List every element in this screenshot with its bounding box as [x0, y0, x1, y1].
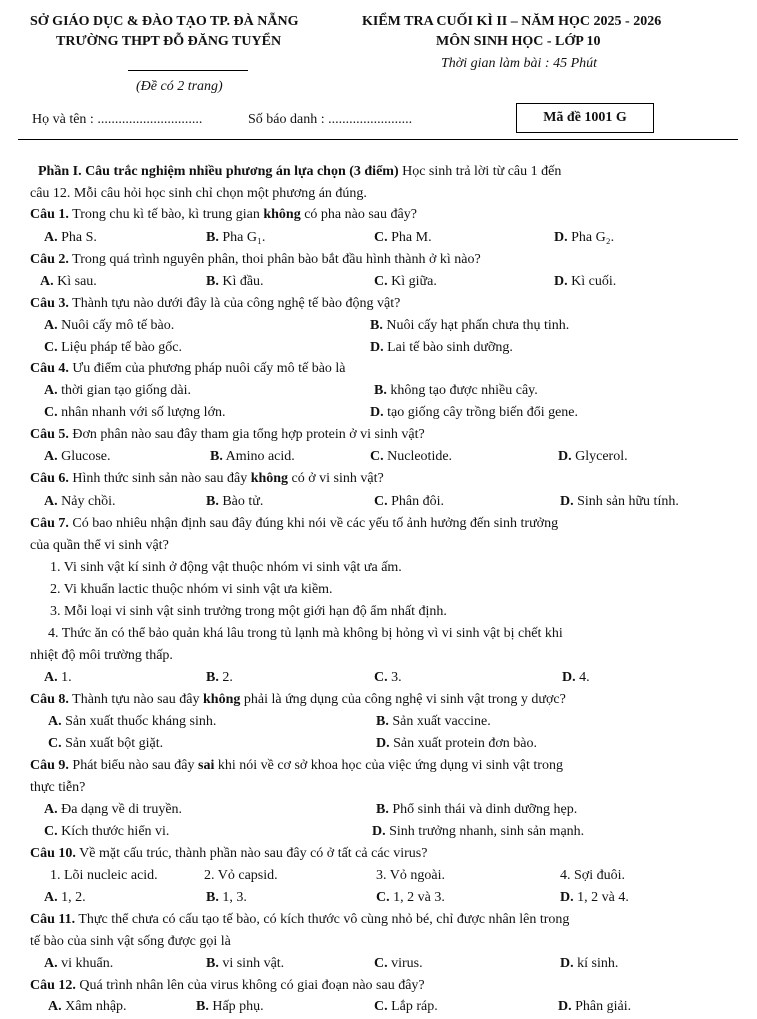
question-text: Thực thể chưa có cấu tạo tế bào, có kích thước vô cùng nhỏ bé, chỉ được nhân lên trong: [78, 912, 570, 927]
exam-code: Mã đề 1001 G: [543, 110, 627, 125]
exam-code-box: [516, 103, 654, 133]
id-field-label: Số báo danh : ........................: [248, 112, 413, 127]
option-letter: B.: [210, 449, 223, 464]
q11-option-b[interactable]: [206, 954, 284, 974]
option-text: Nảy chồi.: [61, 494, 116, 509]
option-letter: C.: [376, 890, 390, 905]
option-letter: B.: [376, 802, 389, 817]
option-letter: D.: [554, 274, 568, 289]
question-text: có pha nào sau đây?: [304, 207, 417, 222]
option-letter: A.: [44, 890, 58, 905]
option-text: 3.: [391, 670, 402, 685]
question-text: Trong quá trình nguyên phân, thoi phân bào bắt đầu hình thành ở kì nào?: [72, 252, 481, 267]
question-text: có ở vi sinh vật?: [291, 471, 384, 486]
q4-option-b[interactable]: [374, 381, 538, 401]
q5-option-c[interactable]: [370, 447, 452, 467]
option-text: virus.: [391, 956, 423, 971]
option-text: Kì sau.: [57, 274, 97, 289]
q7-statement-4-cont: nhiệt độ môi trường thấp.: [30, 648, 173, 663]
option-letter: C.: [374, 999, 388, 1014]
option-letter: A.: [44, 670, 58, 685]
option-text: 4.: [579, 670, 590, 685]
question-number: Câu 12.: [30, 978, 76, 993]
q7-statement-3: 3. Mỗi loại vi sinh vật sinh trưởng trong một giới hạn độ ẩm nhất định.: [50, 604, 447, 619]
option-letter: C.: [44, 340, 58, 355]
option-text: nhân nhanh với số lượng lớn.: [61, 405, 226, 420]
section-intro-cont: câu 12. Mỗi câu hỏi học sinh chỉ chọn một phương án đúng.: [30, 186, 367, 201]
option-text: Phân đôi.: [391, 494, 445, 509]
option-letter: C.: [44, 405, 58, 420]
question-number: Câu 6.: [30, 471, 69, 486]
q4-option-d[interactable]: [370, 403, 578, 423]
question-5: [30, 425, 425, 445]
q7-statement-4: 4. Thức ăn có thể bảo quản khá lâu trong tủ lạnh mà không bị hỏng vì vi sinh vật bị chết khi: [48, 626, 563, 641]
option-text: kí sinh.: [577, 956, 619, 971]
q9-option-c[interactable]: [44, 822, 169, 842]
option-letter: C.: [44, 824, 58, 839]
question-6: [30, 469, 384, 489]
option-text: Sinh sản hữu tính.: [577, 494, 679, 509]
question-7-cont: của quần thể vi sinh vật?: [30, 538, 169, 553]
q5-option-a[interactable]: [44, 447, 111, 467]
option-letter: B.: [206, 230, 219, 245]
question-text: Về mặt cấu trúc, thành phần nào sau đây có ở tất cả các virus?: [79, 846, 428, 861]
option-letter: D.: [558, 999, 572, 1014]
option-text: Bào tử.: [222, 494, 264, 509]
q11-option-c[interactable]: [374, 954, 423, 974]
option-text: Sản xuất vaccine.: [392, 714, 491, 729]
option-text: tạo giống cây trồng biến đổi gene.: [387, 405, 579, 420]
option-text: Hấp phụ.: [212, 999, 264, 1014]
q10-option-a[interactable]: [44, 888, 86, 908]
q7-option-a[interactable]: [44, 668, 72, 688]
school-name: TRƯỜNG THPT ĐỖ ĐĂNG TUYỂN: [56, 34, 282, 49]
option-letter: B.: [206, 956, 219, 971]
option-letter: A.: [44, 956, 58, 971]
question-number: Câu 9.: [30, 758, 69, 773]
option-letter: A.: [44, 318, 58, 333]
option-text: Liệu pháp tế bào gốc.: [61, 340, 183, 355]
q3-option-a[interactable]: [44, 316, 174, 336]
option-text: Pha M.: [391, 230, 432, 245]
q12-option-d[interactable]: [558, 997, 631, 1017]
q12-option-a[interactable]: [48, 997, 127, 1017]
option-letter: D.: [370, 340, 384, 355]
q2-option-a[interactable]: [40, 272, 97, 292]
q11-option-a[interactable]: [44, 954, 113, 974]
option-letter: A.: [44, 383, 58, 398]
option-letter: D.: [554, 230, 568, 245]
question-text: Phát biểu nào sau đây: [72, 758, 195, 773]
keyword: sai: [198, 758, 215, 773]
question-text: Trong chu kì tế bào, kì trung gian: [72, 207, 260, 222]
option-letter: D.: [562, 670, 576, 685]
q7-option-d[interactable]: [562, 668, 590, 688]
question-number: Câu 1.: [30, 207, 69, 222]
option-letter: C.: [374, 230, 388, 245]
option-letter: D.: [560, 956, 574, 971]
option-letter: C.: [370, 449, 384, 464]
option-letter: B.: [376, 714, 389, 729]
q8-option-a[interactable]: [48, 712, 216, 732]
q3-option-b[interactable]: [370, 316, 569, 336]
q2-option-d[interactable]: [554, 272, 616, 292]
q10-option-d[interactable]: [560, 888, 629, 908]
option-letter: B.: [196, 999, 209, 1014]
q3-option-c[interactable]: [44, 338, 182, 358]
q6-option-b[interactable]: [206, 492, 263, 512]
option-letter: A.: [44, 230, 58, 245]
exam-title: KIỂM TRA CUỐI KÌ II – NĂM HỌC 2025 - 2026: [362, 14, 662, 29]
q2-option-c[interactable]: [374, 272, 437, 292]
option-text: Kì giữa.: [391, 274, 437, 289]
section-title: Phần I. Câu trắc nghiệm nhiều phương án lựa chọn (3 điểm): [38, 164, 399, 179]
option-letter: A.: [44, 494, 58, 509]
option-letter: A.: [48, 714, 62, 729]
question-text: khi nói về cơ sở khoa học của việc ứng dụng vi sinh vật trong: [217, 758, 563, 773]
q11-option-d[interactable]: [560, 954, 618, 974]
q10-statement-1: 1. Lõi nucleic acid.: [50, 868, 158, 883]
option-text: Kích thước hiển vi.: [61, 824, 170, 839]
question-1: [30, 205, 417, 225]
q2-option-b[interactable]: [206, 272, 264, 292]
q4-option-a[interactable]: [44, 381, 191, 401]
option-letter: B.: [206, 494, 219, 509]
option-text: 1, 2 và 3.: [393, 890, 445, 905]
q6-option-a[interactable]: [44, 492, 116, 512]
q12-option-b[interactable]: [196, 997, 264, 1017]
option-text: Glucose.: [61, 449, 111, 464]
keyword: không: [203, 692, 241, 707]
keyword: không: [263, 207, 301, 222]
question-number: Câu 4.: [30, 361, 69, 376]
question-number: Câu 11.: [30, 912, 76, 927]
exam-time: Thời gian làm bài : 45 Phút: [441, 56, 598, 71]
question-text: phải là ứng dụng của công nghệ vi sinh vật trong y dược?: [243, 692, 566, 707]
q10-statement-4: 4. Sợi đuôi.: [560, 868, 625, 883]
option-letter: B.: [206, 670, 219, 685]
option-text: Xâm nhập.: [65, 999, 127, 1014]
option-text: Nuôi cấy hạt phấn chưa thụ tinh.: [386, 318, 570, 333]
section-heading: [38, 162, 561, 182]
option-text: 1, 2.: [61, 890, 86, 905]
question-4: [30, 359, 346, 379]
question-2: [30, 250, 481, 270]
question-text: Quá trình nhân lên của virus không có giai đoạn nào sau đây?: [79, 978, 425, 993]
option-letter: A.: [44, 449, 58, 464]
option-text: Phân giải.: [575, 999, 632, 1014]
option-text: 1, 2 và 4.: [577, 890, 629, 905]
q9-option-b[interactable]: [376, 800, 577, 820]
option-text: Kì đầu.: [222, 274, 264, 289]
q7-option-c[interactable]: [374, 668, 402, 688]
question-number: Câu 5.: [30, 427, 69, 442]
question-11: [30, 910, 569, 930]
question-number: Câu 8.: [30, 692, 69, 707]
question-9-cont: thực tiễn?: [30, 780, 86, 795]
option-text: Lai tế bào sinh dưỡng.: [387, 340, 513, 355]
question-12: [30, 976, 425, 996]
option-text: 2.: [222, 670, 233, 685]
option-letter: D.: [560, 890, 574, 905]
option-text: Nucleotide.: [387, 449, 453, 464]
option-text: Pha G₁.: [222, 230, 266, 245]
subject-title: MÔN SINH HỌC - LỚP 10: [436, 34, 601, 49]
question-11-cont: tế bào của sinh vật sống được gọi là: [30, 934, 231, 949]
option-letter: C.: [374, 274, 388, 289]
option-text: 1, 3.: [222, 890, 247, 905]
option-letter: D.: [370, 405, 384, 420]
option-letter: B.: [206, 274, 219, 289]
q9-option-d[interactable]: [372, 822, 584, 842]
option-letter: D.: [376, 736, 390, 751]
question-text: Thành tựu nào dưới đây là của công nghệ tế bào động vật?: [72, 296, 401, 311]
option-text: Pha G₂.: [571, 230, 615, 245]
option-letter: A.: [48, 999, 62, 1014]
department-name: SỞ GIÁO DỤC & ĐÀO TẠO TP. ĐÀ NẴNG: [30, 14, 299, 29]
q8-option-d[interactable]: [376, 734, 537, 754]
option-text: Sản xuất protein đơn bào.: [393, 736, 538, 751]
question-number: Câu 10.: [30, 846, 76, 861]
option-text: Lắp ráp.: [391, 999, 438, 1014]
q10-option-c[interactable]: [376, 888, 445, 908]
option-letter: D.: [560, 494, 574, 509]
option-text: Nuôi cấy mô tế bào.: [61, 318, 175, 333]
q5-option-b[interactable]: [210, 447, 295, 467]
question-9: [30, 756, 563, 776]
question-text: Có bao nhiêu nhận định sau đây đúng khi nói về các yếu tố ảnh hưởng đến sinh trưởng: [72, 516, 559, 531]
question-text: Thành tựu nào sau đây: [72, 692, 200, 707]
option-letter: C.: [374, 670, 388, 685]
option-letter: B.: [374, 383, 387, 398]
question-text: Hình thức sinh sản nào sau đây: [72, 471, 248, 486]
q6-option-d[interactable]: [560, 492, 679, 512]
option-letter: D.: [558, 449, 572, 464]
page-count: (Đề có 2 trang): [136, 79, 223, 94]
q5-option-d[interactable]: [558, 447, 628, 467]
q1-option-a[interactable]: [44, 228, 97, 248]
question-number: Câu 2.: [30, 252, 69, 267]
q6-option-c[interactable]: [374, 492, 444, 512]
option-text: Kì cuối.: [571, 274, 617, 289]
option-text: vi sinh vật.: [222, 956, 285, 971]
header-divider: [128, 70, 248, 71]
option-letter: B.: [206, 890, 219, 905]
option-text: 1.: [61, 670, 72, 685]
option-text: Glycerol.: [575, 449, 628, 464]
option-text: thời gian tạo giống dài.: [61, 383, 192, 398]
q10-option-b[interactable]: [206, 888, 247, 908]
q3-option-d[interactable]: [370, 338, 513, 358]
option-letter: D.: [372, 824, 386, 839]
q12-option-c[interactable]: [374, 997, 438, 1017]
question-7: [30, 514, 558, 534]
option-text: vi khuẩn.: [61, 956, 114, 971]
option-text: Sản xuất bột giặt.: [65, 736, 164, 751]
q7-option-b[interactable]: [206, 668, 233, 688]
option-letter: C.: [48, 736, 62, 751]
q8-option-c[interactable]: [48, 734, 163, 754]
question-number: Câu 3.: [30, 296, 69, 311]
q1-option-b[interactable]: [206, 228, 265, 248]
question-3: [30, 294, 400, 314]
option-text: Sản xuất thuốc kháng sinh.: [65, 714, 217, 729]
option-text: Amino acid.: [225, 449, 295, 464]
q9-option-a[interactable]: [44, 800, 182, 820]
keyword: không: [250, 471, 289, 486]
q8-option-b[interactable]: [376, 712, 491, 732]
option-text: không tạo được nhiều cây.: [390, 383, 538, 398]
option-letter: B.: [370, 318, 383, 333]
q7-statement-1: 1. Vi sinh vật kí sinh ở động vật thuộc nhóm vi sinh vật ưa ấm.: [50, 560, 402, 575]
q10-statement-2: 2. Vỏ capsid.: [204, 868, 278, 883]
question-10: [30, 844, 427, 864]
question-text: Đơn phân nào sau đây tham gia tổng hợp protein ở vi sinh vật?: [72, 427, 425, 442]
option-letter: C.: [374, 956, 388, 971]
section-intro: Học sinh trả lời từ câu 1 đến: [402, 164, 562, 179]
option-text: Sinh trưởng nhanh, sinh sản mạnh.: [389, 824, 585, 839]
option-text: Đa dạng về di truyền.: [61, 802, 183, 817]
option-letter: C.: [374, 494, 388, 509]
question-8: [30, 690, 566, 710]
option-letter: A.: [40, 274, 54, 289]
header-rule: [18, 139, 738, 140]
question-number: Câu 7.: [30, 516, 69, 531]
name-field-label: Họ và tên : ..............................: [32, 112, 203, 127]
q1-option-c[interactable]: [374, 228, 432, 248]
option-text: Pha S.: [61, 230, 97, 245]
q10-statement-3: 3. Vỏ ngoài.: [376, 868, 445, 883]
q4-option-c[interactable]: [44, 403, 225, 423]
question-text: Ưu điểm của phương pháp nuôi cấy mô tế bào là: [72, 361, 346, 376]
option-text: Phổ sinh thái và dinh dưỡng hẹp.: [392, 802, 578, 817]
q7-statement-2: 2. Vi khuẩn lactic thuộc nhóm vi sinh vật ưa kiềm.: [50, 582, 333, 597]
option-letter: A.: [44, 802, 58, 817]
q1-option-d[interactable]: [554, 228, 614, 248]
